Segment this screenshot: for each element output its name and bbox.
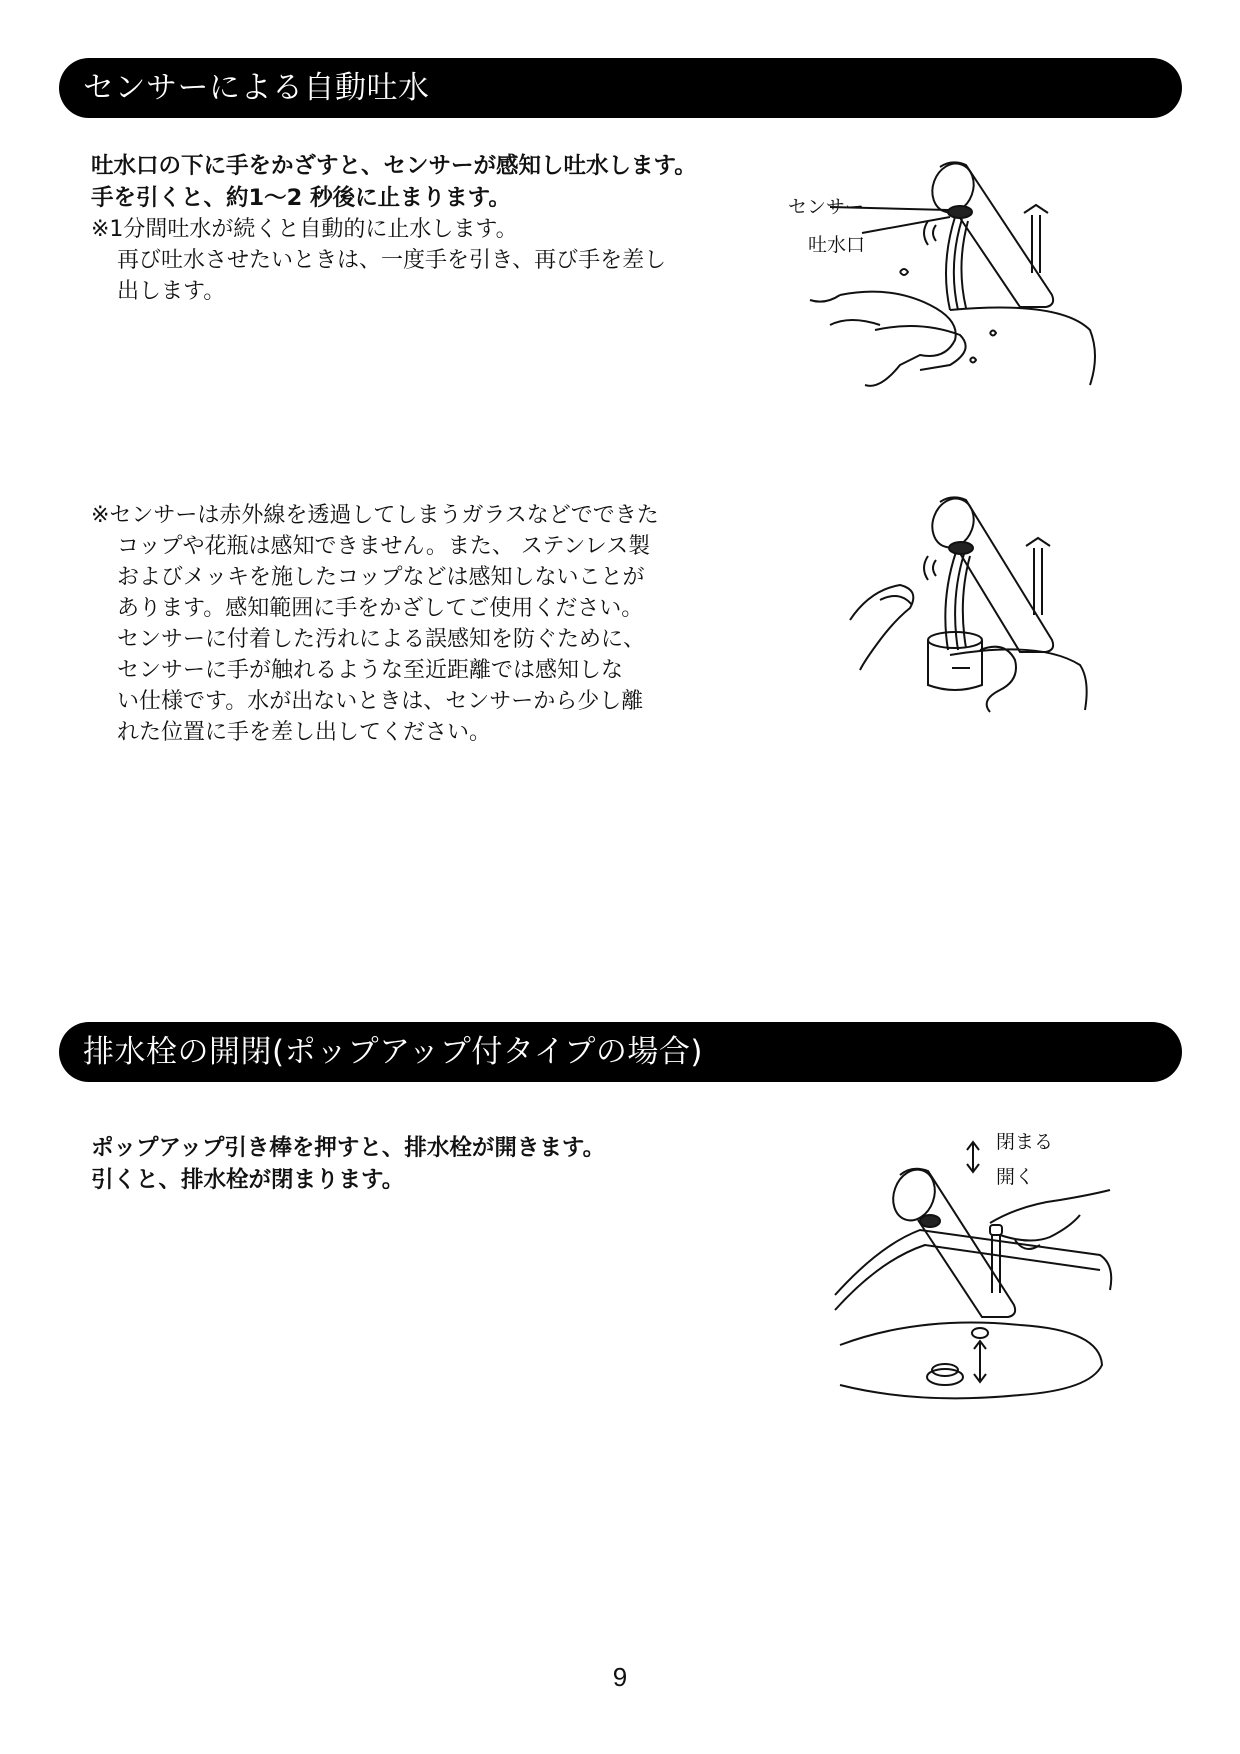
lead-line-2: 手を引くと、約1～2 秒後に止まります。 — [91, 185, 511, 211]
note2-line-2: コップや花瓶は感知できません。また、 ステンレス製 — [117, 534, 651, 559]
open-label: 開く — [996, 1166, 1035, 1188]
sensor-label: センサー — [788, 196, 865, 218]
note2-line-8: れた位置に手を差し出してください。 — [117, 720, 492, 745]
spout-label: 吐水口 — [808, 234, 866, 256]
close-label: 閉まる — [996, 1131, 1054, 1153]
note2-line-4: あります。感知範囲に手をかざしてご使用ください。 — [117, 596, 644, 621]
drain-lead-line-2: 引くと、排水栓が閉まります。 — [91, 1167, 405, 1193]
note2-line-3: およびメッキを施したコップなどは感知しないことが — [117, 565, 645, 590]
note2-line-5: センサーに付着した汚れによる誤感知を防ぐために、 — [117, 627, 646, 652]
note2-line-1: ※センサーは赤外線を透過してしまうガラスなどでできた — [91, 503, 659, 528]
section-title: 排水栓の開閉(ポップアップ付タイプの場合) — [83, 1034, 703, 1070]
drain-lead-line-1: ポップアップ引き棒を押すと、排水栓が開きます。 — [91, 1135, 606, 1161]
section-header-drain-plug — [59, 1022, 1182, 1082]
faucet-hands-illustration — [780, 155, 1110, 395]
note1-line-3: 出します。 — [117, 279, 226, 304]
faucet-cup-illustration — [840, 490, 1090, 715]
note2-line-7: い仕様です。水が出ないときは、センサーから少し離 — [117, 689, 644, 714]
lead-line-1: 吐水口の下に手をかざすと、センサーが感知し吐水します。 — [91, 153, 697, 179]
section-header-auto-water — [59, 58, 1182, 118]
page-number: 9 — [612, 1662, 628, 1692]
popup-drain-illustration — [820, 1115, 1130, 1415]
note1-line-2: 再び吐水させたいときは、一度手を引き、再び手を差し — [117, 248, 667, 273]
note2-line-6: センサーに手が触れるような至近距離では感知しな — [117, 658, 624, 683]
note1-line-1: ※1分間吐水が続くと自動的に止水します。 — [91, 217, 518, 242]
section-title: センサーによる自動吐水 — [83, 70, 430, 106]
